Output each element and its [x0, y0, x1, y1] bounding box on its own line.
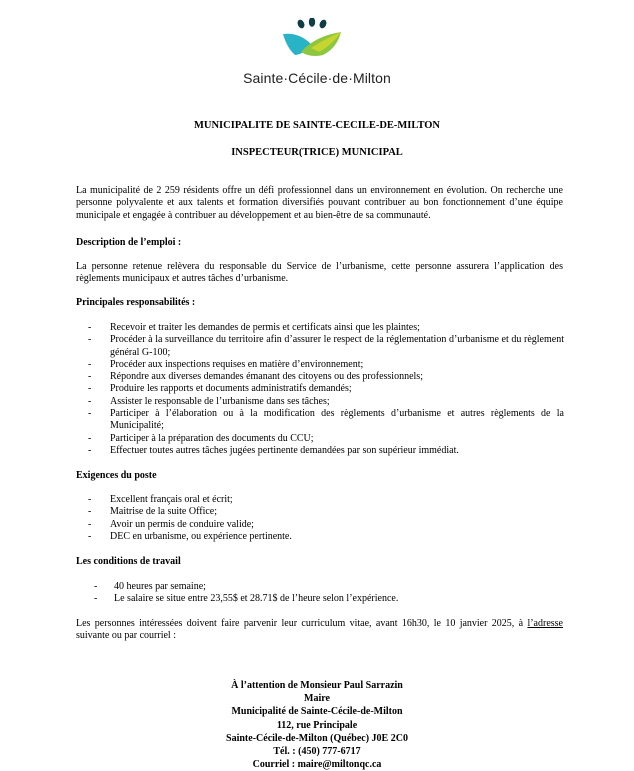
contact-phone: Tél. : (450) 777-6717: [273, 746, 361, 758]
conditions-heading: Les conditions de travail: [76, 556, 181, 567]
job-title: INSPECTEUR(TRICE) MUNICIPAL: [231, 147, 403, 158]
closing-paragraph: Les personnes intéressées doivent faire parvenir leur curriculum vitae, avant 16h30, le 10 janvier 2025, à l’adresse suivante ou par courriel :: [76, 618, 563, 642]
requirements-list: [88, 494, 564, 543]
list-item: - Effectuer toutes autres tâches jugées pertinente demandées par son supérieur immédiat.: [88, 444, 459, 456]
list-item: - Produire les rapports et documents administratifs demandés;: [88, 383, 352, 395]
list-item: - Répondre aux diverses demandes émanant des citoyens ou des professionnels;: [88, 371, 423, 383]
logo-wordmark: Sainte·Cécile·de·Milton: [243, 70, 391, 86]
list-item: - Le salaire se situe entre 23,55$ et 28.71$ de l’heure selon l’expérience.: [94, 593, 399, 605]
list-item: - Participer à l’élaboration ou à la modification des règlements d’urbanisme et autres règlements de la Municipalité;: [88, 408, 564, 432]
intro-paragraph: La municipalité de 2 259 résidents offre un défi professionnel dans un environnement en évolution. On recherche une personne polyvalente et aux talents et formation diversifiés pouvant contribuer au bon fonctionnement d’une équipe municipale et engagée à contribuer au développement et au bien-être de sa communauté.: [76, 185, 563, 221]
list-item: - Participer à la préparation des documents du CCU;: [88, 432, 314, 444]
contact-organization: Municipalité de Sainte-Cécile-de-Milton: [231, 706, 403, 718]
list-item: - DEC en urbanisme, ou expérience pertinente.: [88, 530, 292, 542]
list-item: - 40 heures par semaine;: [94, 581, 206, 592]
contact-role: Maire: [304, 693, 330, 705]
description-paragraph: La personne retenue relèvera du responsable du Service de l’urbanisme, cette personne assurera l’application des règlements municipaux et autres tâches d’urbanisme.: [76, 261, 563, 285]
contact-attention: À l’attention de Monsieur Paul Sarrazin: [231, 680, 403, 691]
contact-city: Sainte-Cécile-de-Milton (Québec) J0E 2C0: [226, 732, 408, 744]
municipality-logo-icon: [281, 18, 343, 60]
list-item: - Maitrise de la suite Office;: [88, 506, 218, 518]
requirements-heading: Exigences du poste: [76, 470, 157, 481]
conditions-list: [94, 581, 564, 606]
responsibilities-heading: Principales responsabilités :: [76, 297, 196, 308]
address-link[interactable]: l’adresse: [527, 618, 563, 629]
municipality-heading: MUNICIPALITE DE SAINTE-CECILE-DE-MILTON: [193, 120, 441, 131]
list-item: - Procéder aux inspections requises en matière d’environnement;: [88, 358, 364, 370]
list-item: - Assister le responsable de l’urbanisme dans ses tâches;: [88, 395, 330, 407]
contact-street: 112, rue Principale: [276, 719, 358, 731]
responsibilities-list: [88, 322, 564, 457]
contact-block: [0, 679, 634, 771]
description-heading: Description de l’emploi :: [76, 237, 182, 248]
list-item: - Excellent français oral et écrit;: [88, 494, 233, 505]
list-item: - Recevoir et traiter les demandes de permis et certificats ainsi que les plaintes;: [88, 322, 420, 333]
list-item: - Procéder à la surveillance du territoire afin d’assurer le respect de la réglementation d’urbanisme et du règlement général G-100;: [88, 334, 564, 358]
contact-email: Courriel : maire@miltonqc.ca: [252, 759, 382, 771]
list-item: - Avoir un permis de conduire valide;: [88, 518, 254, 530]
